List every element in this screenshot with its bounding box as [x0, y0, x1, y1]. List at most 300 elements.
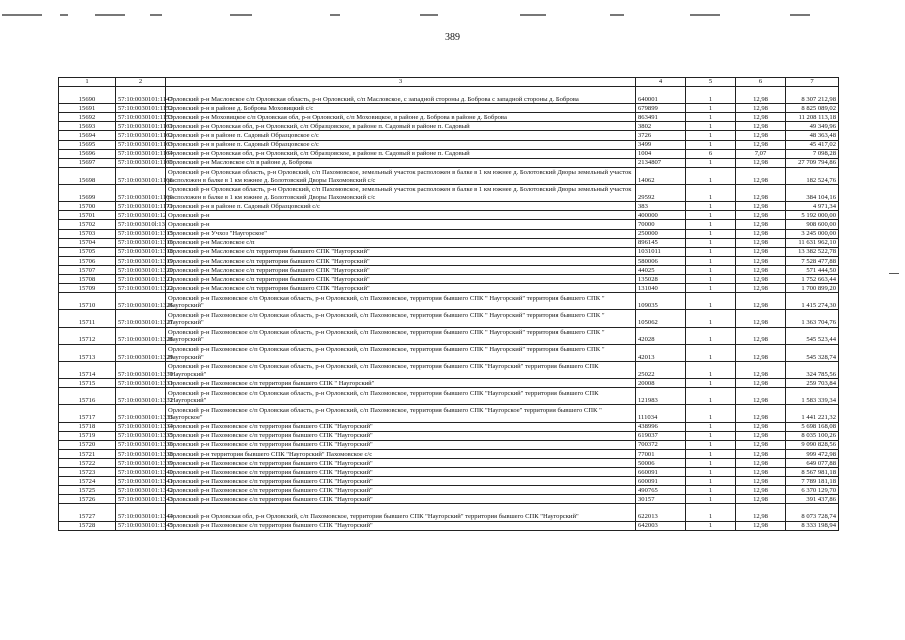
value-cell: 13 382 522,78: [786, 247, 839, 256]
rate-cell: 12,98: [736, 122, 786, 131]
count-cell: 1: [686, 284, 736, 293]
count-cell: 1: [686, 379, 736, 388]
row-number-cell: 15707: [59, 265, 116, 274]
row-number-cell: 15698: [59, 167, 116, 184]
area-cell: 3802: [636, 122, 686, 131]
address-cell: Орловский р-н Пахомовское с/п территория бывшего СПК " Наугорский": [166, 379, 636, 388]
count-cell: 1: [686, 274, 736, 283]
rate-cell: 12,98: [736, 256, 786, 265]
rate-cell: 12,98: [736, 440, 786, 449]
count-cell: 1: [686, 131, 736, 140]
value-cell: 8 333 198,94: [786, 521, 839, 530]
count-cell: 1: [686, 495, 736, 504]
address-cell: Орловский р-н: [166, 220, 636, 229]
area-cell: 131040: [636, 284, 686, 293]
area-cell: 109035: [636, 293, 686, 310]
value-cell: 7 789 181,18: [786, 477, 839, 486]
count-cell: 1: [686, 220, 736, 229]
scan-artifact-line: [0, 14, 905, 20]
column-header: 6: [736, 78, 786, 87]
value-cell: 1 441 221,32: [786, 405, 839, 422]
count-cell: 1: [686, 440, 736, 449]
row-number-cell: 15695: [59, 140, 116, 149]
address-cell: Орловский р-н в районе п. Садовый Образцовское с/с: [166, 140, 636, 149]
column-header: 7: [786, 78, 839, 87]
count-cell: 1: [686, 361, 736, 378]
table-row: [59, 256, 839, 265]
row-number-cell: 15714: [59, 361, 116, 378]
table-row: [59, 284, 839, 293]
value-cell: 8 073 728,74: [786, 504, 839, 521]
value-cell: 649 077,88: [786, 458, 839, 467]
cadastral-number-cell: 57:10:0030101:1344: [116, 504, 166, 521]
area-cell: 50006: [636, 458, 686, 467]
row-number-cell: 15722: [59, 458, 116, 467]
value-cell: 11 631 962,10: [786, 238, 839, 247]
value-cell: 384 104,16: [786, 185, 839, 202]
area-cell: 42013: [636, 344, 686, 361]
value-cell: 1 415 274,30: [786, 293, 839, 310]
area-cell: 600091: [636, 477, 686, 486]
area-cell: 1004: [636, 149, 686, 158]
rate-cell: 12,98: [736, 458, 786, 467]
cadastral-number-cell: 57:10:0030101:1153: [116, 113, 166, 122]
margin-mark: [889, 273, 899, 274]
column-header: 5: [686, 78, 736, 87]
count-cell: 1: [686, 122, 736, 131]
address-cell: Орловский р-н Орловская обл, р-н Орловский, с/п Пахомовское, территория бывшего СПК "Наугорский" территория бывшего СПК "Наугорский": [166, 504, 636, 521]
area-cell: 400000: [636, 211, 686, 220]
value-cell: 545 523,44: [786, 327, 839, 344]
value-cell: 182 524,76: [786, 167, 839, 184]
row-number-cell: 15711: [59, 310, 116, 327]
rate-cell: 12,98: [736, 220, 786, 229]
address-cell: Орловский р-н Масловское с/п территория бывшего СПК "Наугорский": [166, 274, 636, 283]
table-row: [59, 293, 839, 310]
table-row: [59, 486, 839, 495]
area-cell: 3499: [636, 140, 686, 149]
rate-cell: 12,98: [736, 247, 786, 256]
table-row: [59, 149, 839, 158]
cadastral-number-cell: 57:10:0030101:1340: [116, 468, 166, 477]
cadastral-number-cell: 57:10:0030101:1339: [116, 458, 166, 467]
rate-cell: 12,98: [736, 310, 786, 327]
table-row: [59, 344, 839, 361]
table-row: [59, 431, 839, 440]
table-row: [59, 458, 839, 467]
value-cell: 259 703,84: [786, 379, 839, 388]
table-row: [59, 87, 839, 104]
address-cell: Орловский р-н Моховицкое с/п Орловская обл, р-н Орловский, с/п Моховицкое, в районе д. Боброва в районе д. Боброва: [166, 113, 636, 122]
rate-cell: 12,98: [736, 140, 786, 149]
table-body: [59, 87, 839, 531]
address-cell: Орловский р-н территория бывшего СПК "Наугорский" Пахомовское с/с: [166, 449, 636, 458]
column-header: 1: [59, 78, 116, 87]
count-cell: 1: [686, 310, 736, 327]
row-number-cell: 15691: [59, 104, 116, 113]
row-number-cell: 15720: [59, 440, 116, 449]
count-cell: 1: [686, 458, 736, 467]
area-cell: 1031011: [636, 247, 686, 256]
cadastral-number-cell: 57:10:0030101:1328: [116, 327, 166, 344]
address-cell: Орловский р-н Масловское с/п территория бывшего СПК "Наугорский": [166, 247, 636, 256]
address-cell: Орловский р-н Масловское с/п: [166, 238, 636, 247]
cadastral-number-cell: 57:10:0030101:1342: [116, 486, 166, 495]
area-cell: 619037: [636, 431, 686, 440]
table-row: [59, 310, 839, 327]
table-row: [59, 361, 839, 378]
cadastral-number-cell: 57:10:0030101:1327: [116, 310, 166, 327]
rate-cell: 12,98: [736, 504, 786, 521]
area-cell: 30157: [636, 495, 686, 504]
area-cell: 383: [636, 202, 686, 211]
count-cell: 1: [686, 468, 736, 477]
table-row: [59, 265, 839, 274]
area-cell: 105062: [636, 310, 686, 327]
table-row: [59, 449, 839, 458]
table-row: [59, 122, 839, 131]
address-cell: Орловский р-н: [166, 211, 636, 220]
area-cell: 580006: [636, 256, 686, 265]
header-row: [59, 78, 839, 87]
row-number-cell: 15694: [59, 131, 116, 140]
cadastral-number-cell: 57:10:0030101:1321: [116, 274, 166, 283]
count-cell: 1: [686, 521, 736, 530]
count-cell: 1: [686, 405, 736, 422]
address-cell: Орловский р-н Пахомовское с/п территория бывшего СПК "Наугорский": [166, 521, 636, 530]
cadastral-number-cell: 57:10:0030101:1332: [116, 388, 166, 405]
area-cell: 20008: [636, 379, 686, 388]
page-number: 389: [445, 32, 460, 43]
value-cell: 908 600,00: [786, 220, 839, 229]
cadastral-number-cell: 57:10:0030101:1168: [116, 167, 166, 184]
table-row: [59, 504, 839, 521]
table-row: [59, 104, 839, 113]
table-row: [59, 238, 839, 247]
rate-cell: 12,98: [736, 468, 786, 477]
cadastral-number-cell: 57:10:0030101:1320: [116, 265, 166, 274]
address-cell: Орловский р-н Пахомовское с/п Орловская область, р-н Орловский, с/п Пахомовское, территория бывшего СПК " Наугорский" территория бывшего СПК " Наугорский": [166, 310, 636, 327]
address-cell: Орловский р-н Пахомовское с/п Орловская область, р-н Орловский, с/п Пахомовское, территория бывшего СПК "Наугорский" территория бывшего СПК "Наугорский": [166, 388, 636, 405]
value-cell: 11 208 113,18: [786, 113, 839, 122]
address-cell: Орловский р-н Пахомовское с/п территория бывшего СПК "Наугорский": [166, 422, 636, 431]
land-plots-table: [58, 77, 839, 531]
rate-cell: 12,98: [736, 185, 786, 202]
address-cell: Орловский р-н в районе д. Боброва Моховицкий с/с: [166, 104, 636, 113]
count-cell: 1: [686, 113, 736, 122]
cadastral-number-cell: 57:10:0030101:1147: [116, 87, 166, 104]
cadastral-number-cell: 57:10:0030101:1162: [116, 131, 166, 140]
row-number-cell: 15713: [59, 344, 116, 361]
address-cell: Орловский р-н Учхоз "Наугорское": [166, 229, 636, 238]
cadastral-number-cell: 57:10:0030101:1326: [116, 293, 166, 310]
value-cell: 45 417,02: [786, 140, 839, 149]
count-cell: 1: [686, 422, 736, 431]
value-cell: 27 709 794,86: [786, 158, 839, 167]
table-row: [59, 379, 839, 388]
row-number-cell: 15703: [59, 229, 116, 238]
row-number-cell: 15699: [59, 185, 116, 202]
area-cell: 640001: [636, 87, 686, 104]
table-row: [59, 440, 839, 449]
row-number-cell: 15692: [59, 113, 116, 122]
count-cell: 1: [686, 431, 736, 440]
value-cell: 4 971,34: [786, 202, 839, 211]
row-number-cell: 15701: [59, 211, 116, 220]
count-cell: 1: [686, 449, 736, 458]
count-cell: 1: [686, 229, 736, 238]
rate-cell: 12,98: [736, 293, 786, 310]
cadastral-number-cell: 57:10:003010l:13: [116, 220, 166, 229]
address-cell: Орловский р-н Пахомовское с/п Орловская область, р-н Орловский, с/п Пахомовское, территория бывшего СПК " Наугорский" территория бывшего СПК " Наугорский": [166, 344, 636, 361]
cadastral-number-cell: 57:10:0030101:1345: [116, 521, 166, 530]
value-cell: 8 825 089,02: [786, 104, 839, 113]
row-number-cell: 15728: [59, 521, 116, 530]
rate-cell: 12,98: [736, 405, 786, 422]
area-cell: 29592: [636, 185, 686, 202]
address-cell: Орловский р-н Пахомовское с/п Орловская область, р-н Орловский, с/п Пахомовское, территория бывшего СПК "Наугорское" территория бывшего СПК " Наугорское": [166, 405, 636, 422]
rate-cell: 12,98: [736, 449, 786, 458]
cadastral-number-cell: 57:10:0030101:1164: [116, 149, 166, 158]
rate-cell: 12,98: [736, 327, 786, 344]
value-cell: 3 245 000,00: [786, 229, 839, 238]
count-cell: 1: [686, 293, 736, 310]
table-row: [59, 521, 839, 530]
address-cell: Орловский р-н Орловская область, р-н Орловский, с/п Пахомовское, земельный участок расположен в балке в 1 км южнее д. Болотовский Дворы земельный участок расположен в балке в 1 км южнее д. Болотовский Дворы Пахомовский с/с: [166, 167, 636, 184]
rate-cell: 12,98: [736, 388, 786, 405]
table-row: [59, 211, 839, 220]
table-row: [59, 495, 839, 504]
value-cell: 545 328,74: [786, 344, 839, 361]
cadastral-number-cell: 57:10:0030101:1163: [116, 140, 166, 149]
count-cell: 1: [686, 388, 736, 405]
value-cell: 1 583 339,34: [786, 388, 839, 405]
rate-cell: 12,98: [736, 202, 786, 211]
rate-cell: 12,98: [736, 361, 786, 378]
rate-cell: 12,98: [736, 167, 786, 184]
cadastral-number-cell: 57:10:0030101:1169: [116, 185, 166, 202]
row-number-cell: 15696: [59, 149, 116, 158]
area-cell: 622013: [636, 504, 686, 521]
cadastral-number-cell: 57:10:0030101:1343: [116, 495, 166, 504]
address-cell: Орловский р-н Масловское с/п территория бывшего СПК "Наугорский": [166, 265, 636, 274]
table-row: [59, 113, 839, 122]
address-cell: Орловский р-н Масловское с/п в районе д. Боброва: [166, 158, 636, 167]
address-cell: Орловский р-н Пахомовское с/п территория бывшего СПК "Наугорский": [166, 468, 636, 477]
area-cell: 70000: [636, 220, 686, 229]
table-row: [59, 247, 839, 256]
table-row: [59, 229, 839, 238]
cadastral-number-cell: 57:10:0030101:1315: [116, 229, 166, 238]
rate-cell: 7,07: [736, 149, 786, 158]
cadastral-number-cell: 57:10:0030101:1152: [116, 104, 166, 113]
area-cell: 121983: [636, 388, 686, 405]
rate-cell: 12,98: [736, 422, 786, 431]
area-cell: 77001: [636, 449, 686, 458]
area-cell: 660091: [636, 468, 686, 477]
row-number-cell: 15690: [59, 87, 116, 104]
table-row: [59, 140, 839, 149]
table-row: [59, 388, 839, 405]
row-number-cell: 15697: [59, 158, 116, 167]
value-cell: 999 472,98: [786, 449, 839, 458]
cadastral-number-cell: 57:10:0030101:1318: [116, 247, 166, 256]
row-number-cell: 15716: [59, 388, 116, 405]
rate-cell: 12,98: [736, 113, 786, 122]
row-number-cell: 15718: [59, 422, 116, 431]
row-number-cell: 15712: [59, 327, 116, 344]
area-cell: 14062: [636, 167, 686, 184]
address-cell: Орловский р-н Орловская область, р-н Орловский, с/п Пахомовское, земельный участок расположен в балке в 1 км южнее д. Болотовский Дворы земельный участок расположен в балке в 1 км южнее д. Болотовский Дворы Пахомовский с/с: [166, 185, 636, 202]
row-number-cell: 15705: [59, 247, 116, 256]
row-number-cell: 15715: [59, 379, 116, 388]
area-cell: 863491: [636, 113, 686, 122]
area-cell: 250000: [636, 229, 686, 238]
cadastral-number-cell: 57:10:0030101:1171: [116, 202, 166, 211]
rate-cell: 12,98: [736, 238, 786, 247]
rate-cell: 12,98: [736, 431, 786, 440]
cadastral-number-cell: 57:10:0030101:1338: [116, 449, 166, 458]
row-number-cell: 15725: [59, 486, 116, 495]
rate-cell: 12,98: [736, 495, 786, 504]
table-row: [59, 274, 839, 283]
table-row: [59, 422, 839, 431]
count-cell: 1: [686, 486, 736, 495]
address-cell: Орловский р-н Пахомовское с/п территория бывшего СПК "Наугорский": [166, 458, 636, 467]
table-row: [59, 327, 839, 344]
row-number-cell: 15721: [59, 449, 116, 458]
rate-cell: 12,98: [736, 521, 786, 530]
cadastral-number-cell: 57:10:0030101:1336: [116, 440, 166, 449]
count-cell: 1: [686, 185, 736, 202]
row-number-cell: 15709: [59, 284, 116, 293]
rate-cell: 12,98: [736, 87, 786, 104]
count-cell: 1: [686, 256, 736, 265]
rate-cell: 12,98: [736, 477, 786, 486]
count-cell: 1: [686, 265, 736, 274]
cadastral-number-cell: 57:10:0030101:1331: [116, 379, 166, 388]
cadastral-number-cell: 57:10:0030101:1334: [116, 422, 166, 431]
rate-cell: 12,98: [736, 131, 786, 140]
rate-cell: 12,98: [736, 265, 786, 274]
table-row: [59, 158, 839, 167]
address-cell: Орловский р-н Орловская обл, р-н Орловский, с/п Образцовское, в районе п. Садовый в районе п. Садовый: [166, 149, 636, 158]
row-number-cell: 15727: [59, 504, 116, 521]
address-cell: Орловский р-н в районе п. Садовый Образцовский с/с: [166, 202, 636, 211]
cadastral-number-cell: 57:10:0030101:1329: [116, 344, 166, 361]
area-cell: 3726: [636, 131, 686, 140]
cadastral-number-cell: 57:10:0030101:1333: [116, 405, 166, 422]
area-cell: 490765: [636, 486, 686, 495]
address-cell: Орловский р-н Пахомовское с/п территория бывшего СПК "Наугорский": [166, 495, 636, 504]
count-cell: 1: [686, 238, 736, 247]
area-cell: 25022: [636, 361, 686, 378]
value-cell: 49 349,96: [786, 122, 839, 131]
row-number-cell: 15702: [59, 220, 116, 229]
value-cell: 391 437,86: [786, 495, 839, 504]
area-cell: 679899: [636, 104, 686, 113]
cadastral-number-cell: 57:10:0030101:1166: [116, 158, 166, 167]
area-cell: 2134807: [636, 158, 686, 167]
value-cell: 6 370 129,70: [786, 486, 839, 495]
cadastral-number-cell: 57:10:0030101:1161: [116, 122, 166, 131]
table-row: [59, 185, 839, 202]
value-cell: 8 035 100,26: [786, 431, 839, 440]
row-number-cell: 15719: [59, 431, 116, 440]
value-cell: 8 567 981,18: [786, 468, 839, 477]
table-row: [59, 220, 839, 229]
address-cell: Орловский р-н Пахомовское с/п территория бывшего СПК "Наугорский": [166, 486, 636, 495]
rate-cell: 12,98: [736, 379, 786, 388]
cadastral-number-cell: 57:10:0030101:1319: [116, 256, 166, 265]
area-cell: 42028: [636, 327, 686, 344]
count-cell: 1: [686, 202, 736, 211]
count-cell: 1: [686, 167, 736, 184]
row-number-cell: 15693: [59, 122, 116, 131]
address-cell: Орловский р-н Масловское с/п территория бывшего СПК "Наугорский": [166, 284, 636, 293]
table-row: [59, 468, 839, 477]
address-cell: Орловский р-н Пахомовское с/п территория бывшего СПК "Наугорский": [166, 477, 636, 486]
row-number-cell: 15723: [59, 468, 116, 477]
cadastral-number-cell: 57:10:0030101:12: [116, 211, 166, 220]
address-cell: Орловский р-н Пахомовское с/п территория бывшего СПК "Наугорский": [166, 431, 636, 440]
area-cell: 896145: [636, 238, 686, 247]
value-cell: 1 752 663,44: [786, 274, 839, 283]
table-row: [59, 477, 839, 486]
value-cell: 324 785,56: [786, 361, 839, 378]
rate-cell: 12,98: [736, 158, 786, 167]
value-cell: 1 700 899,20: [786, 284, 839, 293]
table-row: [59, 405, 839, 422]
rate-cell: 12,98: [736, 284, 786, 293]
value-cell: 5 698 168,08: [786, 422, 839, 431]
area-cell: 111034: [636, 405, 686, 422]
row-number-cell: 15704: [59, 238, 116, 247]
rate-cell: 12,98: [736, 344, 786, 361]
count-cell: 1: [686, 344, 736, 361]
area-cell: 438996: [636, 422, 686, 431]
address-cell: Орловский р-н в районе п. Садовый Образцовское с/с: [166, 131, 636, 140]
cadastral-number-cell: 57:10:0030101:1335: [116, 431, 166, 440]
value-cell: 1 363 704,76: [786, 310, 839, 327]
cadastral-number-cell: 57:10:0030101:1316: [116, 238, 166, 247]
address-cell: Орловский р-н Пахомовское с/п территория бывшего СПК "Наугорский": [166, 440, 636, 449]
address-cell: Орловский р-н Пахомовское с/п Орловская область, р-н Орловский, с/п Пахомовское, территория бывшего СПК " Наугорский" территория бывшего СПК " Наугорский": [166, 293, 636, 310]
address-cell: Орловский р-н Пахомовское с/п Орловская область, р-н Орловский, с/п Пахомовское, территория бывшего СПК "Наугорский" территория бывшего СПК "Наугорский": [166, 361, 636, 378]
count-cell: 1: [686, 327, 736, 344]
count-cell: 1: [686, 211, 736, 220]
rate-cell: 12,98: [736, 486, 786, 495]
area-cell: 700372: [636, 440, 686, 449]
rate-cell: 12,98: [736, 274, 786, 283]
row-number-cell: 15710: [59, 293, 116, 310]
cadastral-number-cell: 57:10:0030101:1322: [116, 284, 166, 293]
count-cell: 1: [686, 140, 736, 149]
count-cell: 1: [686, 504, 736, 521]
row-number-cell: 15726: [59, 495, 116, 504]
row-number-cell: 15700: [59, 202, 116, 211]
value-cell: 48 363,48: [786, 131, 839, 140]
cadastral-number-cell: 57:10:0030101:1330: [116, 361, 166, 378]
row-number-cell: 15708: [59, 274, 116, 283]
address-cell: Орловский р-н Пахомовское с/п Орловская область, р-н Орловский, с/п Пахомовское, территория бывшего СПК " Наугорский" территория бывшего СПК " Наугорский": [166, 327, 636, 344]
table-row: [59, 167, 839, 184]
count-cell: 1: [686, 87, 736, 104]
value-cell: 571 444,50: [786, 265, 839, 274]
value-cell: 7 098,28: [786, 149, 839, 158]
cadastral-number-cell: 57:10:0030101:1341: [116, 477, 166, 486]
rate-cell: 12,98: [736, 104, 786, 113]
